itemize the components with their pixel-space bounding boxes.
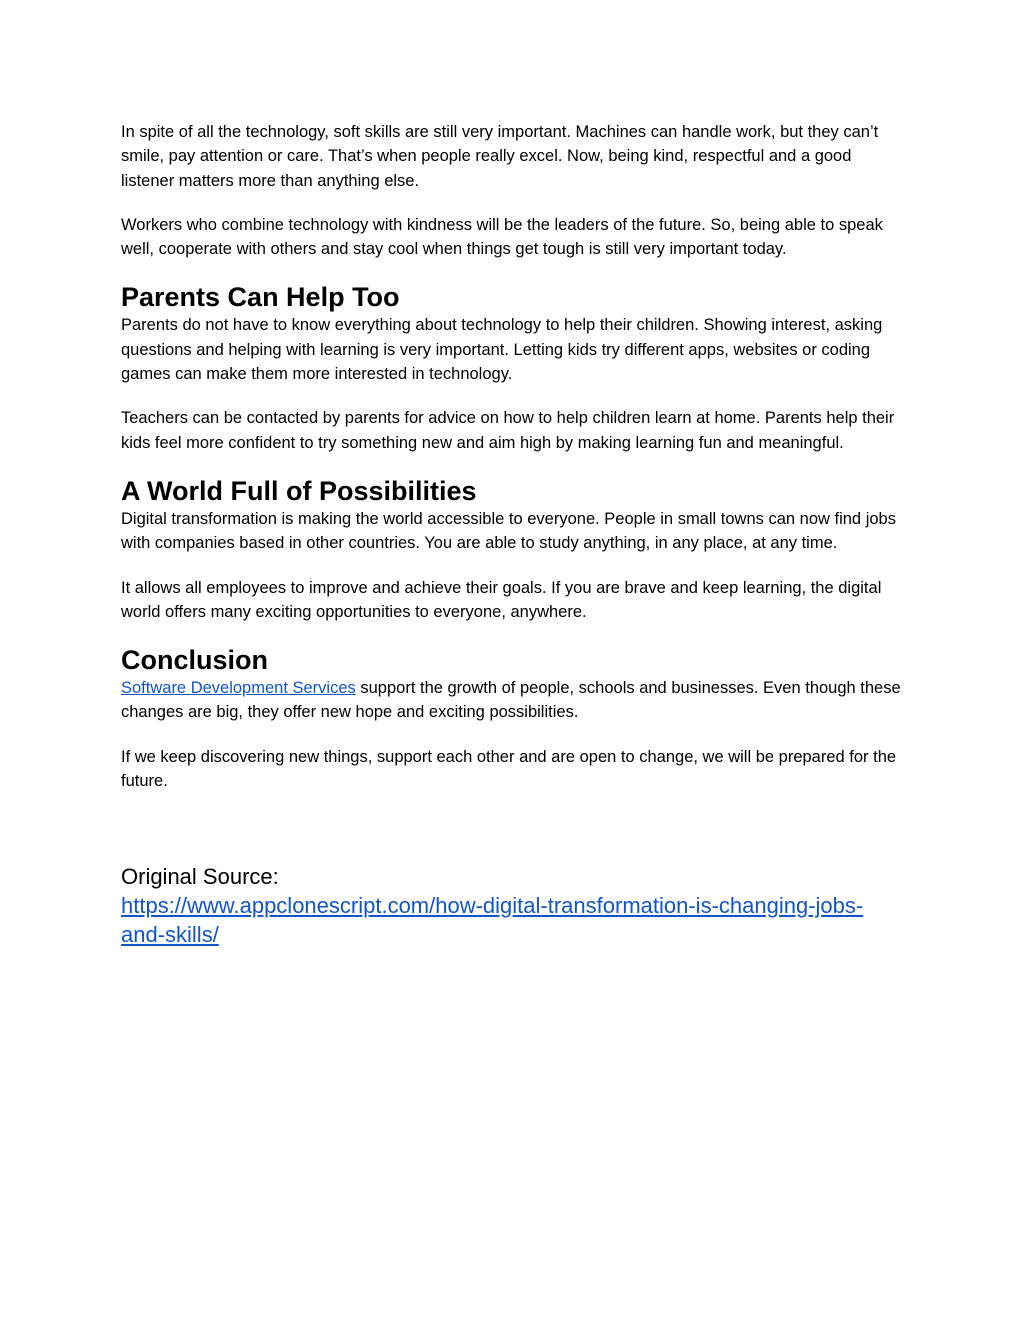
- original-source-block: [121, 863, 906, 949]
- heading-parents-can-help: Parents Can Help Too: [121, 282, 400, 313]
- intro-paragraph-2: Workers who combine technology with kindness will be the leaders of the future. So, being able to speak well, cooperate with others and stay cool when things get tough is still very important today.: [121, 215, 883, 259]
- conclusion-paragraph-1: [121, 676, 906, 725]
- heading-world-of-possibilities: A World Full of Possibilities: [121, 475, 477, 506]
- parents-paragraph-1: Parents do not have to know everything about technology to help their children. Showing interest, asking questions and helping with learning is very important. Letting kids try different apps, websites or coding games can make them more interested in technology.: [121, 316, 883, 384]
- software-development-services-link[interactable]: Software Development Services: [121, 679, 356, 698]
- intro-paragraph-1: In spite of all the technology, soft skills are still very important. Machines can handle work, but they can’t smile, pay attention or care. That’s when people really excel. Now, being kind, respectful and a good listener matters more than anything else.: [121, 123, 879, 190]
- heading-conclusion: Conclusion: [121, 645, 268, 676]
- document-page: [121, 120, 906, 949]
- world-paragraph-1: Digital transformation is making the world accessible to everyone. People in small towns can now find jobs with companies based in other countries. You are able to study anything, in any place, at any time.: [121, 509, 896, 553]
- original-source-link[interactable]: https://www.appclonescript.com/how-digital-transformation-is-changing-jobs-and-skills/: [121, 892, 864, 947]
- conclusion-paragraph-2: If we keep discovering new things, support each other and are open to change, we will be prepared for the future.: [121, 747, 897, 791]
- conclusion-paragraph-1-text: support the growth of people, schools and businesses. Even though these changes are big, they offer new hope and exciting possibilities.: [121, 679, 901, 722]
- original-source-label: Original Source:: [121, 864, 279, 890]
- parents-paragraph-2: Teachers can be contacted by parents for advice on how to help children learn at home. Parents help their kids feel more confident to try something new and aim high by making learning fun and meaningful.: [121, 409, 895, 452]
- world-paragraph-2: It allows all employees to improve and achieve their goals. If you are brave and keep learning, the digital world offers many exciting opportunities to everyone, anywhere.: [121, 578, 882, 621]
